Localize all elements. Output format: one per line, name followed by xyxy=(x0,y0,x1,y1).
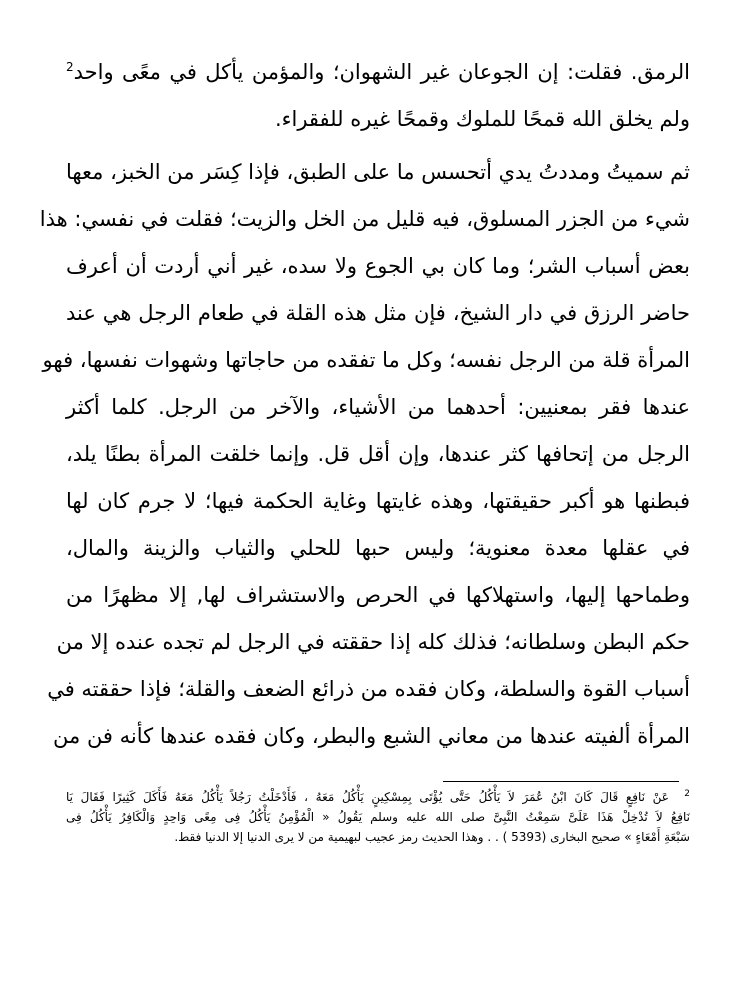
footnote-separator xyxy=(443,781,679,782)
body-line-5: بعض أسباب الشر؛ وما كان بي الجوع ولا سده، غير أني أردت أن أعرف xyxy=(66,254,690,278)
body-line-8: عندها فقر بمعنيين: أحدهما من الأشياء، والآخر من الرجل. كلما أكثر xyxy=(66,395,690,419)
body-line-10: فبطنها هو أكبر حقيقتها، وهذه غايتها وغاية الحكمة فيها؛ لا جرم كان لها xyxy=(66,489,690,513)
footnote-line-3: سَبْعَةِ أَمْعَاءٍ » صحيح البخارى (5393 ) . . وهذا الحديث رمز عجيب لبهيمية من لا يرى الدنيا إلا الدنيا فقط. xyxy=(174,830,690,844)
body-line-11: في عقلها معدة معنوية؛ وليس حبها للحلي والثياب والزينة والمال، xyxy=(66,536,690,560)
body-line-13: حكم البطن وسلطانه؛ فذلك كله إذا حققته في الرجل لم تجده عنده إلا من xyxy=(56,630,690,654)
body-line-15: المرأة ألفيته عندها من معاني الشبع والبطر، وكان فقده عندها كأنه فن من xyxy=(53,724,690,748)
body-line-2: ولم يخلق الله قمحًا للملوك وقمحًا غيره للفقراء. xyxy=(274,107,690,131)
footnote-line-1 xyxy=(66,787,690,807)
footnote-line-1-text: عَنْ نَافِعٍ قَالَ كَانَ ابْنُ عُمَرَ لاَ يَأْكُلُ حَتَّى يُؤْتَى بِمِسْكِينٍ يَأْكُلُ مَعَهُ ، فَأَدْخَلْتُ رَجُلاً يَأْكُلُ مَعَهُ فَأَكَلَ كَثِيرًا فَقَالَ يَا xyxy=(66,790,669,804)
footnote-line-2: نَافِعُ لاَ تُدْخِلْ هَذَا عَلَىَّ سَمِعْتُ النَّبِىَّ صلى الله عليه وسلم يَقُولُ « الْمُؤْمِنُ يَأْكُلُ فِى مِعًى وَاحِدٍ وَالْكَافِرُ يَأْكُلُ فِى xyxy=(66,810,690,824)
body-line-1 xyxy=(66,52,690,92)
body-line-1-text: الرمق. فقلت: إن الجوعان غير الشهوان؛ والمؤمن يأكل في معًى واحد xyxy=(73,60,690,84)
body-line-6: حاضر الرزق في دار الشيخ، فإن مثل هذه القلة في طعام الرجل هي عند xyxy=(66,301,690,325)
body-line-14: أسباب القوة والسلطة، وكان فقده من ذرائع الضعف والقلة؛ فإذا حققته في xyxy=(47,677,690,701)
footnote-reference[interactable]: 2 xyxy=(66,60,74,74)
footnote-number: 2 xyxy=(684,789,690,799)
body-line-3: ثم سميتُ ومددتُ يدي أتحسس ما على الطبق، فإذا كِسَر من الخبز، معها xyxy=(65,160,690,184)
body-line-9: الرجل من إتحافها كثر عندها، وإن أقل قل. وإنما خلقت المرأة بطنًا يلد، xyxy=(66,442,690,466)
body-line-12: وطماحها إليها، واستهلاكها في الحرص والاستشراف لها, إلا مظهرًا من xyxy=(66,583,690,607)
body-line-7: المرأة قلة من الرجل نفسه؛ وكل ما تفقده من حاجاتها وشهوات نفسها، فهو xyxy=(42,348,690,372)
body-line-4: شيء من الجزر المسلوق، فيه قليل من الخل والزيت؛ فقلت في نفسي: هذا xyxy=(39,207,690,231)
